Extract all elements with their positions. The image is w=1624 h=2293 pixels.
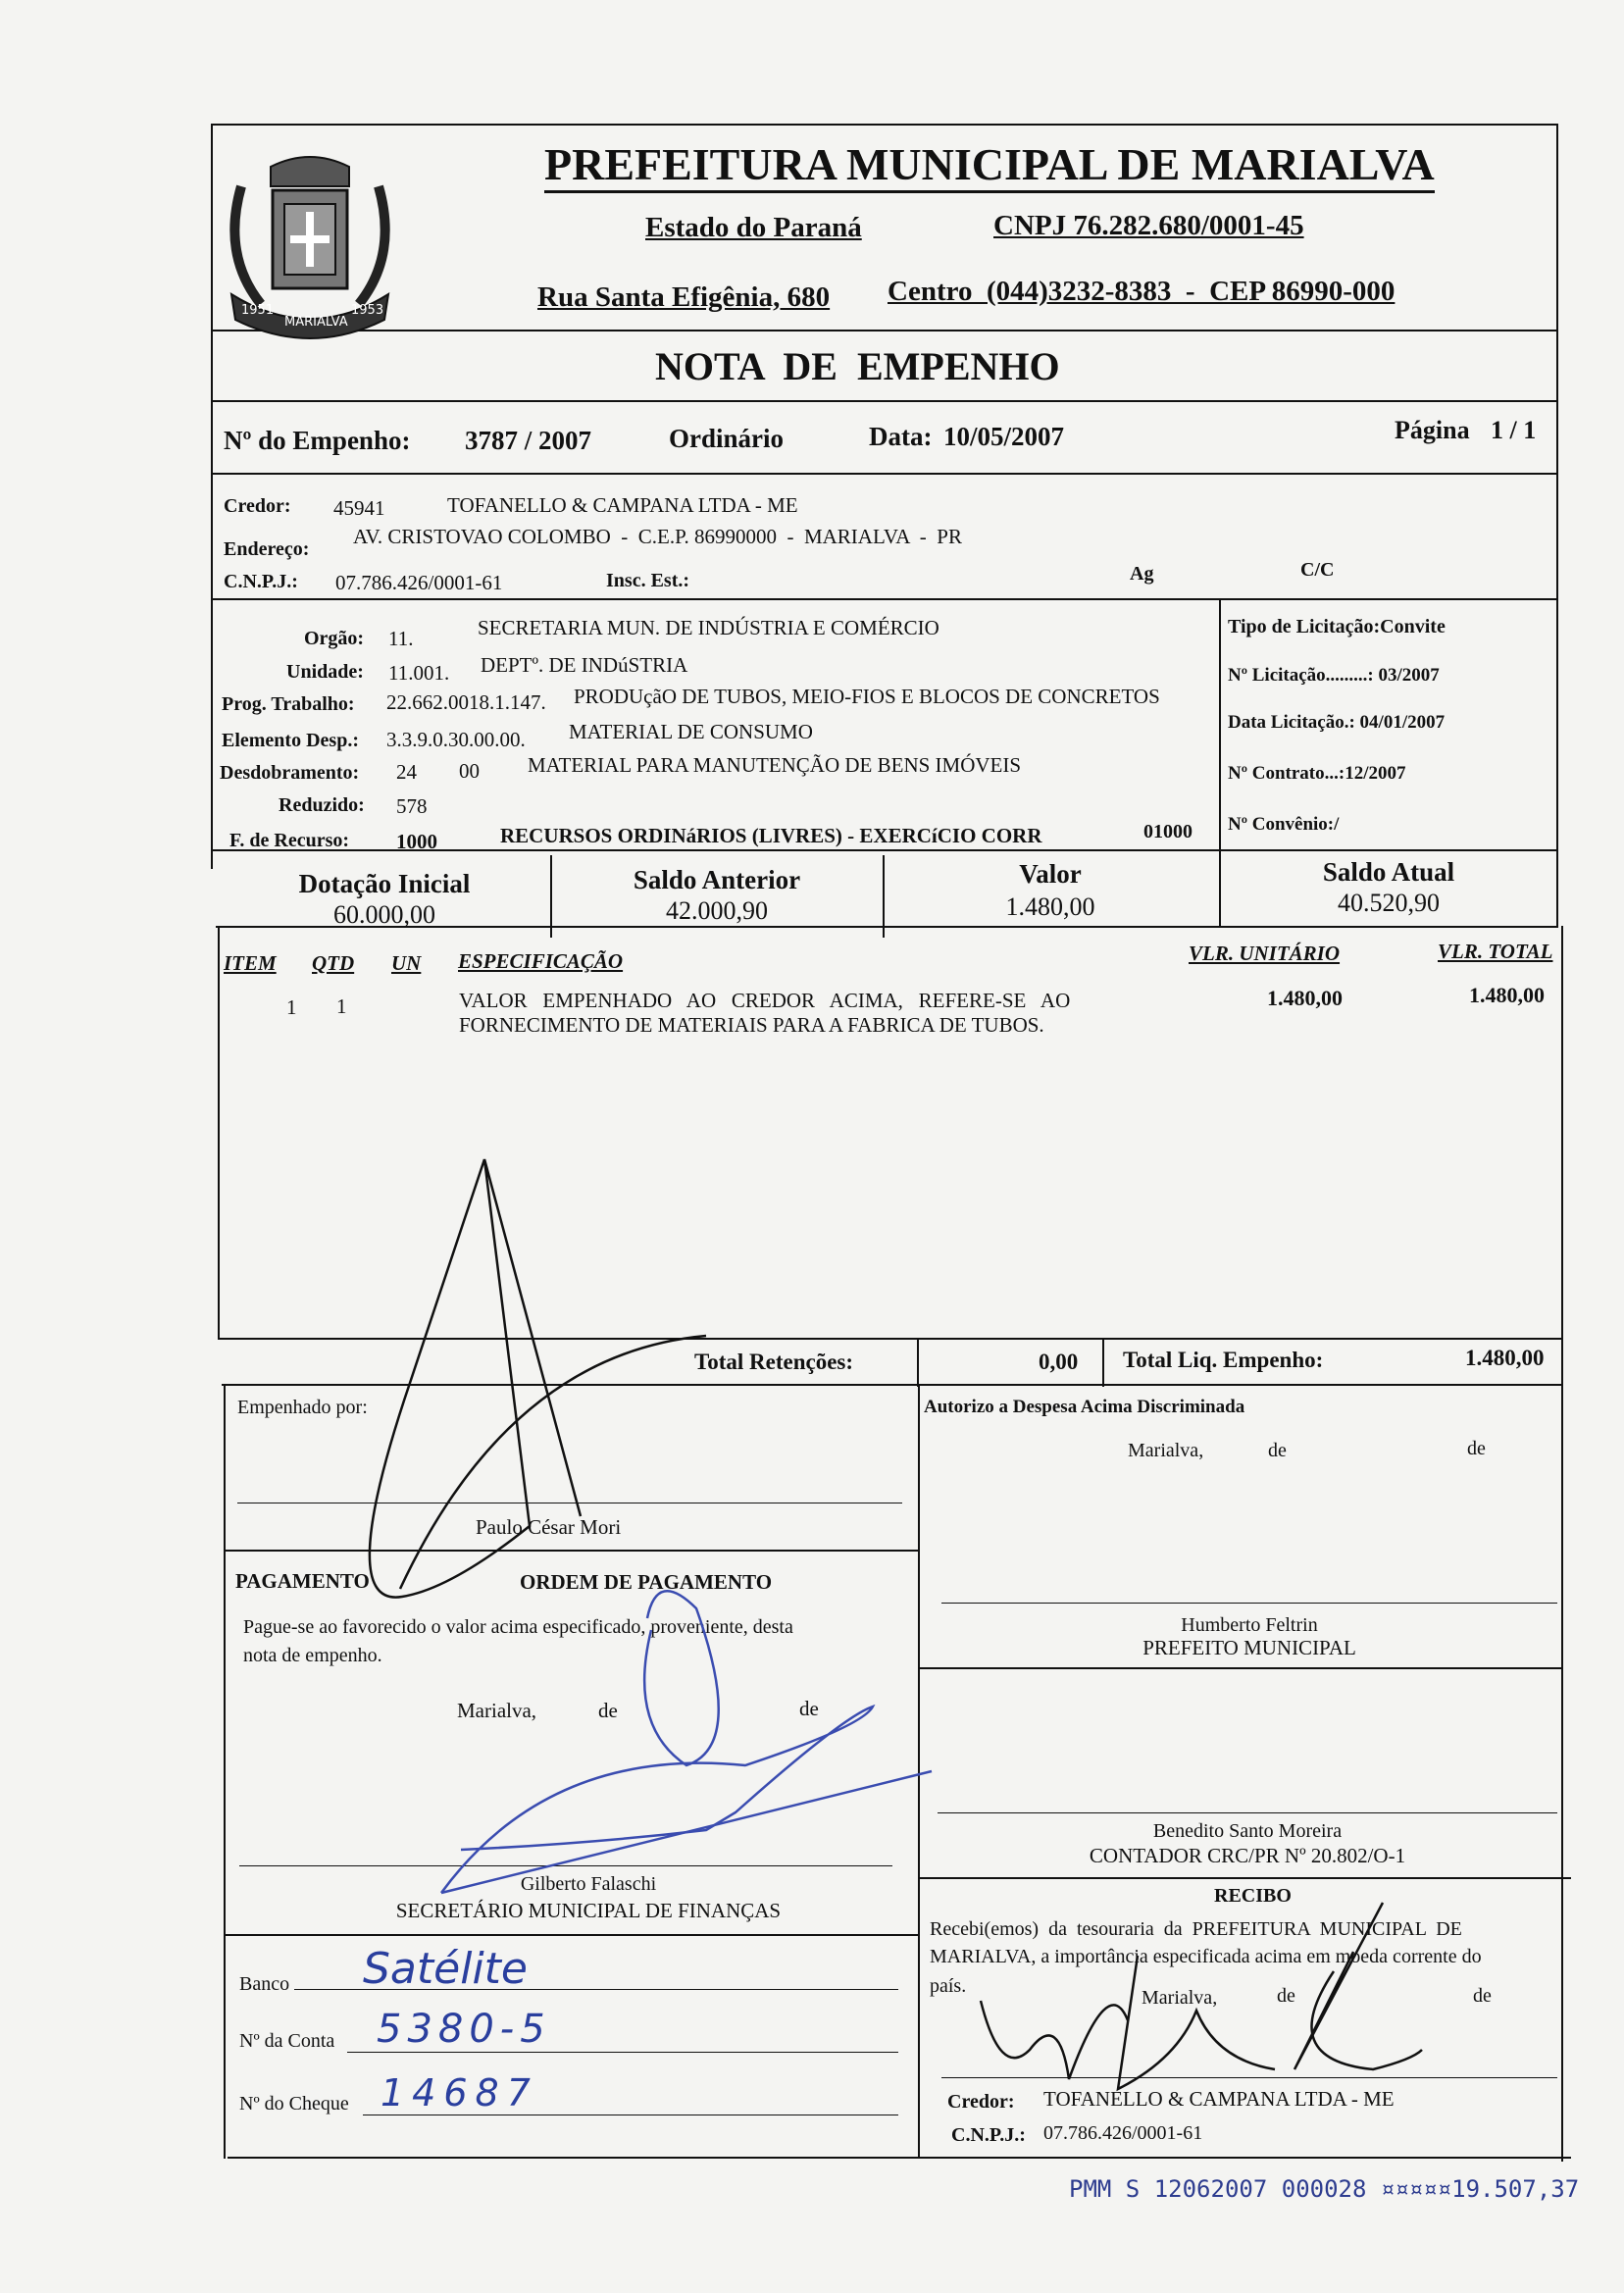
recibo-label: RECIBO <box>1214 1885 1292 1907</box>
empenho-number-label: Nº do Empenho: <box>224 426 411 455</box>
col-item: ITEM <box>224 951 277 975</box>
orgao-name: SECRETARIA MUN. DE INDÚSTRIA E COMÉRCIO <box>478 616 939 639</box>
autorizo-de-2: de <box>1467 1438 1486 1459</box>
ag-label: Ag <box>1130 563 1154 585</box>
autorizo-city: Marialva, <box>1128 1440 1204 1461</box>
recurso-label: F. de Recurso: <box>229 830 350 851</box>
elemento-label: Elemento Desp.: <box>222 730 359 751</box>
prog-code: 22.662.0018.1.147. <box>386 690 546 714</box>
col-un: UN <box>391 951 422 975</box>
unidade-label: Unidade: <box>286 661 364 683</box>
elemento-name: MATERIAL DE CONSUMO <box>569 720 813 743</box>
recibo-signature <box>981 1903 1422 2089</box>
secretario-signature <box>441 1591 932 1893</box>
autorizo-de-1: de <box>1268 1440 1287 1461</box>
ordem-de-2: de <box>799 1697 819 1720</box>
recurso-code: 1000 <box>396 830 437 853</box>
cheque-label: Nº do Cheque <box>239 2093 349 2115</box>
desdobramento-code-2: 00 <box>459 759 480 783</box>
recibo-line1: Recebi(emos) da tesouraria da PREFEITURA MUNICIPAL DE <box>930 1918 1462 1940</box>
col-unit: VLR. UNITÁRIO <box>1189 942 1341 965</box>
atual-label: Saldo Atual <box>1322 857 1455 887</box>
endereco-label: Endereço: <box>224 538 310 560</box>
contador-title: CONTADOR CRC/PR Nº 20.802/O-1 <box>1089 1844 1406 1867</box>
prefeito-title: PREFEITO MUNICIPAL <box>1142 1636 1356 1659</box>
recibo-line3: país. <box>930 1975 967 1997</box>
page-number: 1 / 1 <box>1491 416 1537 444</box>
header-state: Estado do Paraná <box>645 212 862 243</box>
recibo-de-1: de <box>1277 1985 1295 2007</box>
prog-label: Prog. Trabalho: <box>222 693 355 715</box>
pague-line2: nota de empenho. <box>243 1645 382 1666</box>
insc-label: Insc. Est.: <box>606 570 690 591</box>
reduzido-label: Reduzido: <box>279 794 365 816</box>
col-spec: ESPECIFICAÇÃO <box>458 949 624 973</box>
credor-cnpj: 07.786.426/0001-61 <box>335 571 503 594</box>
svg-text:1953: 1953 <box>351 303 384 318</box>
recurso-name: RECURSOS ORDINáRIOS (LIVRES) - EXERCíCIO CORR <box>500 824 1042 847</box>
row-spec-line1: VALOR EMPENHADO AO CREDOR ACIMA, REFERE-SE AO <box>459 989 1071 1012</box>
header-address: Rua Santa Efigênia, 680 <box>537 281 831 313</box>
contador-name: Benedito Santo Moreira <box>1152 1820 1343 1842</box>
prefeito-name: Humberto Feltrin <box>1181 1614 1318 1636</box>
elemento-code: 3.3.9.0.30.00.00. <box>386 728 526 751</box>
empenho-date-label: Data: <box>869 422 933 451</box>
row-total: 1.480,00 <box>1469 983 1545 1007</box>
valor-value: 1.480,00 <box>1005 892 1095 921</box>
liquido-label: Total Liq. Empenho: <box>1123 1348 1324 1372</box>
credor-label: Credor: <box>224 495 291 517</box>
document-title: NOTA DE EMPENHO <box>655 344 1060 388</box>
licitacao-contrato: Nº Contrato...:12/2007 <box>1228 763 1406 784</box>
dotacao-label: Dotação Inicial <box>298 869 471 898</box>
svg-text:MARIALVA: MARIALVA <box>284 315 348 330</box>
unidade-code: 11.001. <box>388 661 450 685</box>
desdobramento-code-1: 24 <box>396 760 417 784</box>
empenho-date: 10/05/2007 <box>943 422 1065 451</box>
prog-name: PRODUçãO DE TUBOS, MEIO-FIOS E BLOCOS DE CONCRETOS <box>574 685 1160 708</box>
anterior-value: 42.000,90 <box>666 896 768 925</box>
conta-label: Nº da Conta <box>239 2030 335 2052</box>
row-unit: 1.480,00 <box>1267 986 1343 1010</box>
row-item: 1 <box>286 995 297 1019</box>
secretario-title: SECRETÁRIO MUNICIPAL DE FINANÇAS <box>395 1899 782 1922</box>
pague-line1: Pague-se ao favorecido o valor acima especificado, proveniente, desta <box>243 1616 793 1638</box>
banco-label: Banco <box>239 1973 290 1995</box>
desdobramento-label: Desdobramento: <box>220 762 360 784</box>
unidade-name: DEPTº. DE INDúSTRIA <box>481 653 688 677</box>
reduzido-value: 578 <box>396 794 428 818</box>
recurso-ref: 01000 <box>1143 821 1193 842</box>
recibo-line2: MARIALVA, a importância especificada acima em moeda corrente do <box>930 1946 1482 1967</box>
header-cnpj: CNPJ 76.282.680/0001-45 <box>993 210 1304 241</box>
empenho-number: 3787 / 2007 <box>465 426 592 455</box>
recibo-cnpj: 07.786.426/0001-61 <box>1043 2122 1203 2144</box>
recibo-de-2: de <box>1473 1985 1492 2007</box>
recibo-city: Marialva, <box>1142 1987 1218 2009</box>
autorizo-label: Autorizo a Despesa Acima Discriminada <box>924 1397 1245 1417</box>
ordem-de-1: de <box>598 1699 618 1722</box>
banco-value: Satélite <box>363 1944 528 1994</box>
pagamento-label: PAGAMENTO <box>235 1569 370 1593</box>
orgao-label: Orgão: <box>304 628 365 649</box>
row-spec-line2: FORNECIMENTO DE MATERIAIS PARA A FABRICA DE TUBOS. <box>459 1013 1044 1037</box>
svg-text:1951: 1951 <box>241 303 275 318</box>
empenhado-label: Empenhado por: <box>237 1397 368 1418</box>
valor-label: Valor <box>1019 859 1082 889</box>
licitacao-tipo: Tipo de Licitação:Convite <box>1228 616 1446 637</box>
anterior-label: Saldo Anterior <box>633 865 801 894</box>
retencoes-value: 0,00 <box>1039 1350 1079 1374</box>
recibo-credor-label: Credor: <box>947 2091 1015 2113</box>
ordem-city: Marialva, <box>457 1699 537 1722</box>
header-title: PREFEITURA MUNICIPAL DE MARIALVA <box>544 139 1435 193</box>
cheque-value: 14687 <box>381 2071 538 2115</box>
col-qtd: QTD <box>312 951 355 975</box>
credor-name: TOFANELLO & CAMPANA LTDA - ME <box>447 493 798 517</box>
empenhado-name: Paulo César Mori <box>476 1515 622 1539</box>
cnpj-label: C.N.P.J.: <box>224 571 298 592</box>
licitacao-numero: Nº Licitação.........: 03/2007 <box>1228 665 1440 686</box>
ordem-label: ORDEM DE PAGAMENTO <box>520 1570 773 1594</box>
recibo-credor-name: TOFANELLO & CAMPANA LTDA - ME <box>1043 2087 1395 2111</box>
page-label: Página <box>1395 416 1470 444</box>
header-contact: Centro (044)3232-8383 - CEP 86990-000 <box>888 276 1396 307</box>
retencoes-label: Total Retenções: <box>694 1350 854 1374</box>
desdobramento-name: MATERIAL PARA MANUTENÇÃO DE BENS IMÓVEIS <box>528 753 1022 777</box>
liquido-value: 1.480,00 <box>1465 1346 1545 1370</box>
empenho-type: Ordinário <box>669 424 785 453</box>
orgao-code: 11. <box>388 627 414 650</box>
secretario-name: Gilberto Falaschi <box>520 1873 657 1895</box>
empenhado-signature <box>370 1159 706 1598</box>
cc-label: C/C <box>1300 559 1335 581</box>
recibo-cnpj-label: C.N.P.J.: <box>951 2124 1026 2146</box>
credor-code: 45941 <box>333 496 385 520</box>
col-total: VLR. TOTAL <box>1438 940 1553 963</box>
licitacao-data: Data Licitação.: 04/01/2007 <box>1228 712 1446 733</box>
conta-value: 5380-5 <box>377 2007 551 2052</box>
dotacao-value: 60.000,00 <box>333 900 435 929</box>
atual-value: 40.520,90 <box>1338 889 1440 917</box>
credor-address: AV. CRISTOVAO COLOMBO - C.E.P. 86990000 - MARIALVA - PR <box>353 525 962 548</box>
licitacao-convenio: Nº Convênio:/ <box>1228 814 1340 835</box>
row-qtd: 1 <box>336 994 347 1018</box>
cashier-stamp: PMM S 12062007 000028 ¤¤¤¤¤19.507,37 <box>1069 2175 1580 2203</box>
